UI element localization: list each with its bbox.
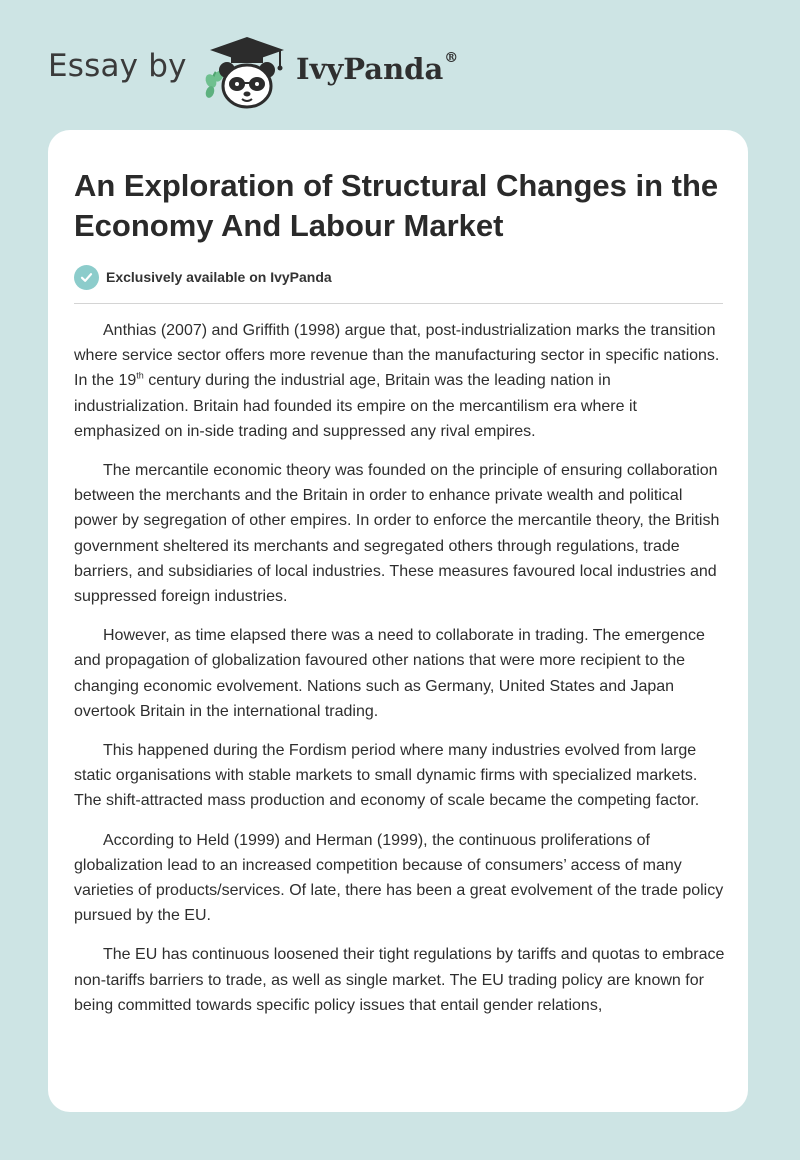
badge-text: Exclusively available on IvyPanda	[106, 269, 332, 285]
paragraph: According to Held (1999) and Herman (1999), the continuous proliferations of globalization lead to an increased competition because of consumers’ access of many varieties of products/services. Of late, there has been a great evolvement of the trade policy pursued by the EU.	[74, 831, 724, 925]
essay-card	[48, 130, 748, 1112]
paragraph: The EU has continuous loosened their tight regulations by tariffs and quotas to embrace non-tariffs barriers to trade, as well as single market. The EU trading policy are known for being committed towards specific policy issues that entail gender relations,	[74, 946, 725, 1014]
paragraph-text: century during the industrial age, Britain was the leading nation in industrialization. Britain had founded its empire on the mercantilism era where it emphasized on in-side trading and suppressed any rival empires.	[74, 372, 637, 440]
exclusive-badge	[74, 264, 332, 290]
brand-name[interactable]	[296, 52, 458, 86]
essay-body	[74, 318, 726, 1032]
paragraph-text: Anthias (2007) and Griffith (1998) argue that, post-industrialization marks the transition where service sector offers more revenue than the manufacturing sector in specific nations. In the 19	[74, 322, 720, 390]
divider	[74, 303, 723, 304]
site-header	[0, 0, 800, 128]
paragraph: However, as time elapsed there was a need to collaborate in trading. The emergence and propagation of globalization favoured other nations that were more recipient to the changing economic evolvement. Nations such as Germany, United States and Japan overtook Britain in the international trading.	[74, 627, 705, 720]
registered-mark: ®	[444, 50, 459, 66]
brand-name-text: IvyPanda	[296, 52, 444, 86]
essay-title: An Exploration of Structural Changes in the Economy And Labour Market	[74, 168, 719, 243]
paragraph	[74, 318, 726, 444]
check-circle-icon	[74, 265, 99, 290]
panda-graduate-icon[interactable]	[200, 34, 294, 110]
paragraph: The mercantile economic theory was founded on the principle of ensuring collaboration between the merchants and the Britain in order to enhance private wealth and political power by segregation of other empires. In order to enforce the mercantile theory, the British government sheltered its merchants and segregated others through regulations, trade barriers, and subsidiaries of local industries. These measures favoured local industries and suppressed foreign industries.	[74, 462, 720, 606]
essay-by-label: Essay by	[48, 48, 187, 84]
paragraph: This happened during the Fordism period where many industries evolved from large static organisations with stable markets to small dynamic firms with specialized markets. The shift-attracted mass production and economy of scale became the competing factor.	[74, 742, 700, 810]
checkmark-icon	[80, 271, 93, 284]
ordinal-suffix: th	[136, 371, 144, 382]
